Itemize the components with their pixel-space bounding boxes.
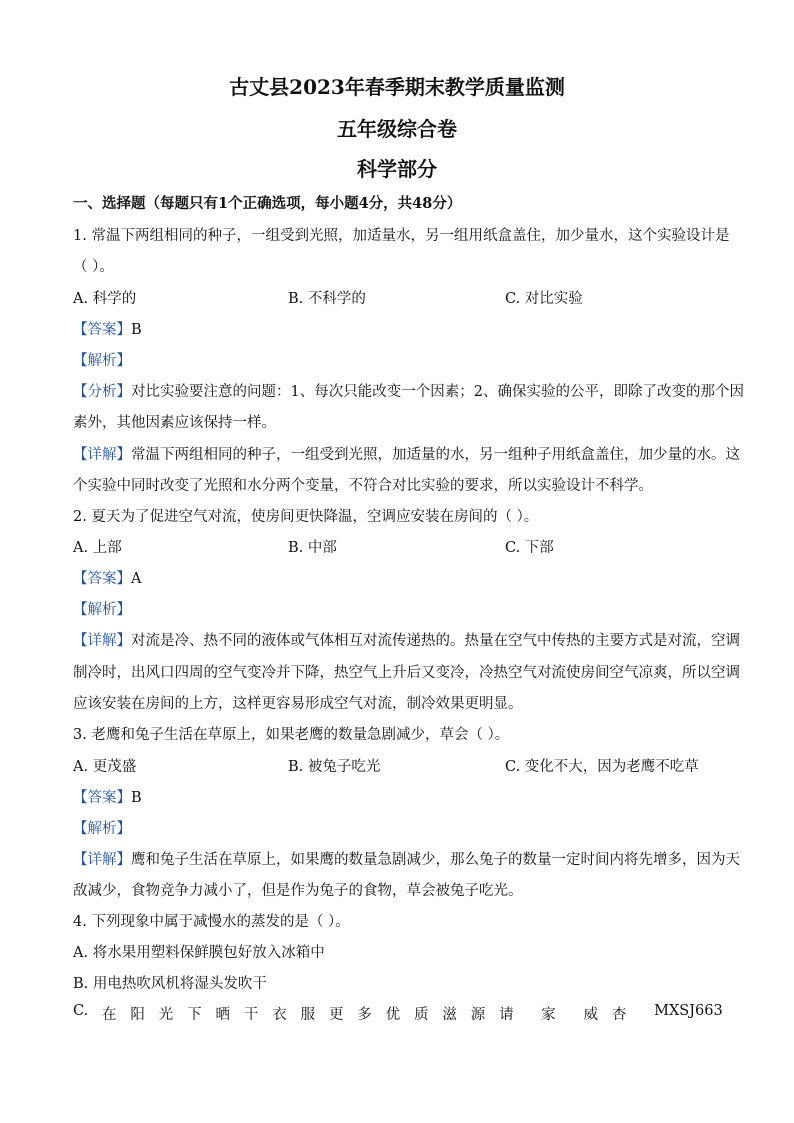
exam-title: 古丈县2023年春季期末教学质量监测 — [229, 75, 565, 99]
q4-c-char: 源 — [470, 1007, 486, 1023]
q4-c-char: 在 — [102, 1007, 117, 1023]
exam-subtitle: 五年级综合卷 — [337, 117, 457, 141]
q4-c-char: 家 — [541, 1007, 556, 1023]
answer-tag: 【答案】 — [73, 571, 131, 587]
q4-c-char: 请 — [499, 1007, 514, 1023]
q4-c-char: 多 — [357, 1007, 372, 1023]
q4-option-b: B. 用电热吹风机将湿头发吹干 — [73, 976, 267, 992]
q2-option-a: A. 上部 — [73, 540, 122, 556]
q1-analysis-tag: 【解析】 — [73, 353, 131, 369]
detail-text: 常温下两组相同的种子，一组受到光照，加适量的水，另一组种子用纸盒盖住，加少量的水。这 — [131, 447, 740, 463]
q4-c-char: 杏 — [611, 1007, 627, 1023]
q4-c-char: 光 — [158, 1007, 174, 1023]
fenxi-tag: 【分析】 — [73, 384, 131, 400]
q4-c-char: C. — [73, 1003, 89, 1019]
q2-detail-line3: 应该安装在房间的上方，这样更容易形成空气对流，制冷效果更明显。 — [73, 696, 523, 712]
answer-tag: 【答案】 — [73, 322, 131, 338]
detail-tag: 【详解】 — [73, 447, 131, 463]
q1-answer — [73, 318, 723, 339]
q1-fenxi-line1 — [73, 380, 744, 401]
answer-value: B — [131, 790, 142, 806]
q1-option-c: C. 对比实验 — [505, 291, 583, 307]
q2-detail-line2: 制冷时，出风口四周的空气变冷并下降，热空气上升后又变冷，冷热空气对流使房间空气凉爽，所以空调 — [73, 665, 740, 681]
q1-detail-line1 — [73, 443, 740, 464]
q3-option-b: B. 被兔子吃光 — [288, 759, 381, 775]
q4-stem: 4. 下列现象中属于减慢水的蒸发的是（ ）。 — [73, 914, 350, 930]
q4-c-char: 服 — [300, 1007, 316, 1023]
q4-c-char: 下 — [187, 1007, 202, 1023]
q1-stem-line2: （ ）。 — [73, 259, 114, 275]
q4-c-char: 滋 — [442, 1007, 457, 1023]
section-heading: 一、选择题（每题只有1个正确选项，每小题4分，共48分） — [73, 195, 462, 212]
q3-stem: 3. 老鹰和兔子生活在草原上，如果老鹰的数量急剧减少，草会（ ）。 — [73, 727, 510, 743]
q1-detail-line2: 个实验中同时改变了光照和水分两个变量，不符合对比实验的要求，所以实验设计不科学。 — [73, 478, 653, 494]
q4-c-watermark-code: MXSJ663 — [654, 1003, 723, 1019]
detail-text: 对流是冷、热不同的液体或气体相互对流传递热的。热量在空气中传热的主要方式是对流，空调 — [131, 633, 740, 649]
q2-option-b: B. 中部 — [288, 540, 337, 556]
q4-option-a: A. 将水果用塑料保鲜膜包好放入冰箱中 — [73, 945, 325, 961]
detail-tag: 【详解】 — [73, 852, 131, 868]
answer-tag: 【答案】 — [73, 790, 131, 806]
q2-analysis-tag: 【解析】 — [73, 602, 131, 618]
q3-analysis-tag: 【解析】 — [73, 821, 131, 837]
q3-option-a: A. 更茂盛 — [73, 759, 137, 775]
section-subject-title: 科学部分 — [357, 157, 437, 181]
q4-c-char: 威 — [583, 1007, 599, 1023]
q4-c-char: 干 — [243, 1007, 259, 1023]
q1-option-a: A. 科学的 — [73, 291, 137, 307]
q4-c-char: 更 — [328, 1007, 344, 1023]
q1-stem-line1: 1. 常温下两组相同的种子，一组受到光照，加适量水，另一组用纸盒盖住，加少量水，这个实验设计是 — [73, 228, 730, 244]
q4-c-char: 衣 — [272, 1007, 287, 1023]
q3-option-c: C. 变化不大，因为老鹰不吃草 — [505, 759, 699, 775]
q4-c-char: 晒 — [215, 1007, 230, 1023]
fenxi-text: 对比实验要注意的问题：1、每次只能改变一个因素；2、确保实验的公平，即除了改变的那个因 — [131, 384, 744, 400]
q2-option-c: C. 下部 — [505, 540, 554, 556]
q4-c-char: 阳 — [130, 1007, 145, 1023]
q4-option-c — [73, 1003, 723, 1024]
q4-c-char: 质 — [414, 1007, 429, 1023]
q4-c-char: 优 — [385, 1007, 401, 1023]
answer-value: A — [131, 571, 142, 587]
q2-stem: 2. 夏天为了促进空气对流，使房间更快降温，空调应安装在房间的（ ）。 — [73, 509, 539, 525]
q3-answer — [73, 786, 723, 807]
detail-text: 鹰和兔子生活在草原上，如果鹰的数量急剧减少，那么兔子的数量一定时间内将先增多，因为天 — [131, 852, 740, 868]
q3-detail-line2: 敌减少，食物竞争力减小了，但是作为兔子的食物，草会被兔子吃光。 — [73, 883, 523, 899]
q1-fenxi-line2: 素外，其他因素应该保持一样。 — [73, 415, 276, 431]
q2-detail-line1 — [73, 629, 740, 650]
q3-detail-line1 — [73, 848, 740, 869]
answer-value: B — [131, 322, 142, 338]
q2-answer — [73, 567, 723, 588]
q1-option-b: B. 不科学的 — [288, 291, 366, 307]
detail-tag: 【详解】 — [73, 633, 131, 649]
